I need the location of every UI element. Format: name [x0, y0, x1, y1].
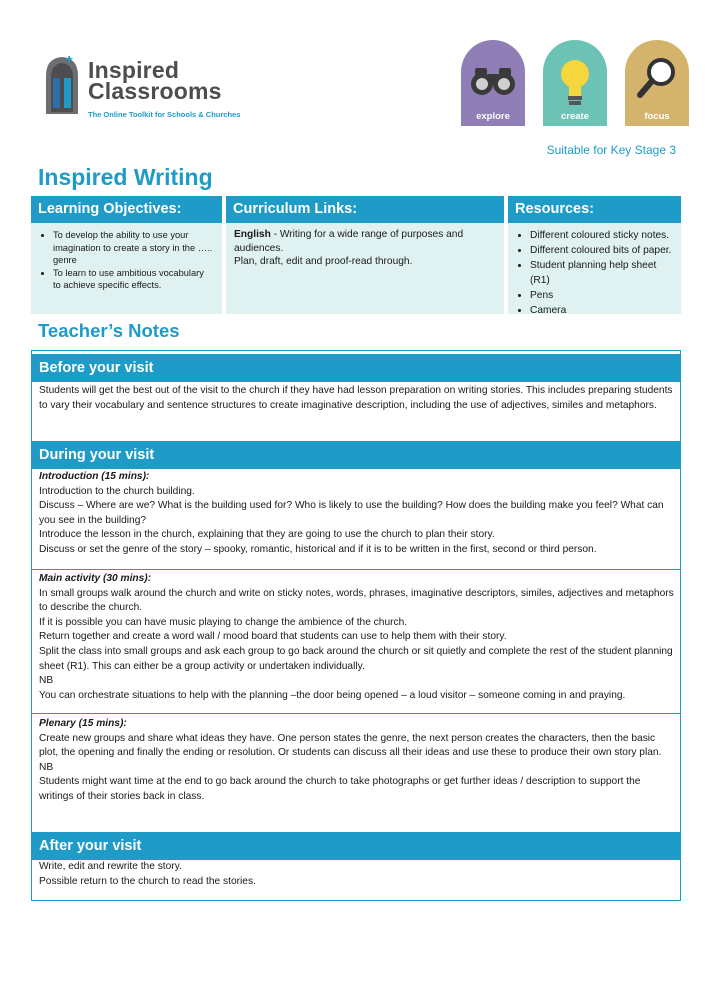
resources-list	[516, 228, 673, 318]
logo-wordmark	[88, 57, 222, 104]
logo-tagline: The Online Toolkit for Schools & Churches	[88, 110, 241, 119]
objective-item: • To develop the ability to use your imagination to create a story in the ….. genre	[53, 229, 214, 267]
plenary-line: NB	[39, 761, 54, 773]
main-activity-line: You can orchestrate situations to help with the planning –the door being opened – a loud visitor – someone coming in and praying.	[39, 689, 626, 701]
introduction-line: Introduction to the church building.	[39, 485, 195, 497]
introduction-line: Discuss – Where are we? What is the building used for? Who is likely to use the building? How does the building make you feel? What can you see in the building?	[39, 500, 664, 526]
plenary-line: Create new groups and share what ideas they have. One person states the genre, the next person creates the characters, then the basic plot, the opening and finally the ending or resolution. Or students can discuss all their ideas and use these to produce their own story plan.	[39, 732, 662, 759]
logo-line-1: Inspired	[88, 57, 180, 83]
explore-badge	[461, 40, 525, 126]
main-activity-section	[39, 572, 674, 703]
after-visit-heading: After your visit	[32, 832, 680, 860]
plenary-line: Students might want time at the end to go back around the church to take photographs or get further ideas / description to support the writings of their stories back in class.	[39, 776, 641, 802]
focus-label: focus	[644, 111, 670, 122]
objective-item: • To learn to use ambitious vocabulary to achieve specific effects.	[53, 267, 214, 292]
overview-table	[31, 196, 681, 314]
learning-objectives-column	[31, 196, 222, 314]
introduction-section	[39, 470, 674, 558]
plenary-title: Plenary (15 mins):	[39, 718, 127, 729]
inspired-classrooms-logo	[40, 52, 280, 127]
resource-item: • Pens	[530, 288, 673, 303]
explore-label: explore	[476, 111, 510, 122]
after-visit-section	[39, 860, 674, 889]
introduction-line: Introduce the lesson in the church, explaining that they are going to use the church to plan their story.	[39, 529, 495, 541]
create-badge	[543, 40, 607, 126]
introduction-title: Introduction (15 mins):	[39, 471, 150, 482]
church-door-icon	[44, 56, 80, 114]
learning-objectives-heading: Learning Objectives:	[31, 196, 222, 223]
key-stage-label: Suitable for Key Stage 3	[546, 143, 676, 157]
during-visit-heading: During your visit	[32, 441, 680, 469]
section-divider	[32, 713, 680, 714]
logo-line-2: Classrooms	[88, 78, 222, 104]
main-activity-title: Main activity (30 mins):	[39, 573, 152, 584]
after-visit-line: Possible return to the church to read the stories.	[39, 875, 256, 887]
before-visit-heading: Before your visit	[32, 354, 680, 382]
main-activity-line: If it is possible you can have music playing to change the ambience of the church.	[39, 616, 408, 628]
teachers-notes-title: Teacher’s Notes	[38, 320, 180, 341]
resources-heading: Resources:	[508, 196, 681, 223]
main-activity-line: NB	[39, 675, 54, 687]
main-activity-line: In small groups walk around the church and write on sticky notes, words, phrases, imaginative descriptors, similes, adjectives and metaphors to describe the church.	[39, 587, 674, 614]
page-title: Inspired Writing	[38, 164, 213, 190]
before-visit-text: Students will get the best out of the visit to the church if they have had lesson preparation on writing stories. This includes preparing students to vary their vocabulary and sentence structures to create imaginative description, including the use of adjectives, similes and metaphors.	[39, 385, 673, 411]
after-visit-line: Write, edit and rewrite the story.	[39, 861, 182, 872]
main-activity-line: Split the class into small groups and ask each group to go back around the church or sit quietly and complete the rest of the student planning sheet (R1). This can either be a group activity or undertaken individually.	[39, 645, 673, 672]
main-activity-line: Return together and create a word wall / mood board that students can use to help them with their story.	[39, 631, 507, 643]
curriculum-text-1: - Writing for a wide range of purposes and audiences.	[234, 229, 464, 254]
teachers-notes-box	[31, 350, 681, 901]
curriculum-english-line	[234, 228, 496, 255]
resources-column	[508, 196, 681, 314]
curriculum-subject: English	[234, 229, 271, 240]
resource-item: • Different coloured bits of paper.	[530, 243, 673, 258]
resource-item: • Student planning help sheet (R1)	[530, 258, 673, 288]
curriculum-links-heading: Curriculum Links:	[226, 196, 504, 223]
objectives-list	[39, 229, 214, 292]
resource-item: • Different coloured sticky notes.	[530, 228, 673, 243]
focus-badge	[625, 40, 689, 126]
section-divider	[32, 569, 680, 570]
curriculum-links-column	[226, 196, 504, 314]
plenary-section	[39, 717, 674, 805]
create-label: create	[561, 111, 589, 122]
introduction-line: Discuss or set the genre of the story – spooky, romantic, historical and if it is to be written in the first, second or third person.	[39, 543, 597, 555]
curriculum-text-2: Plan, draft, edit and proof-read through.	[234, 256, 413, 267]
resource-item: • Camera	[530, 303, 673, 318]
